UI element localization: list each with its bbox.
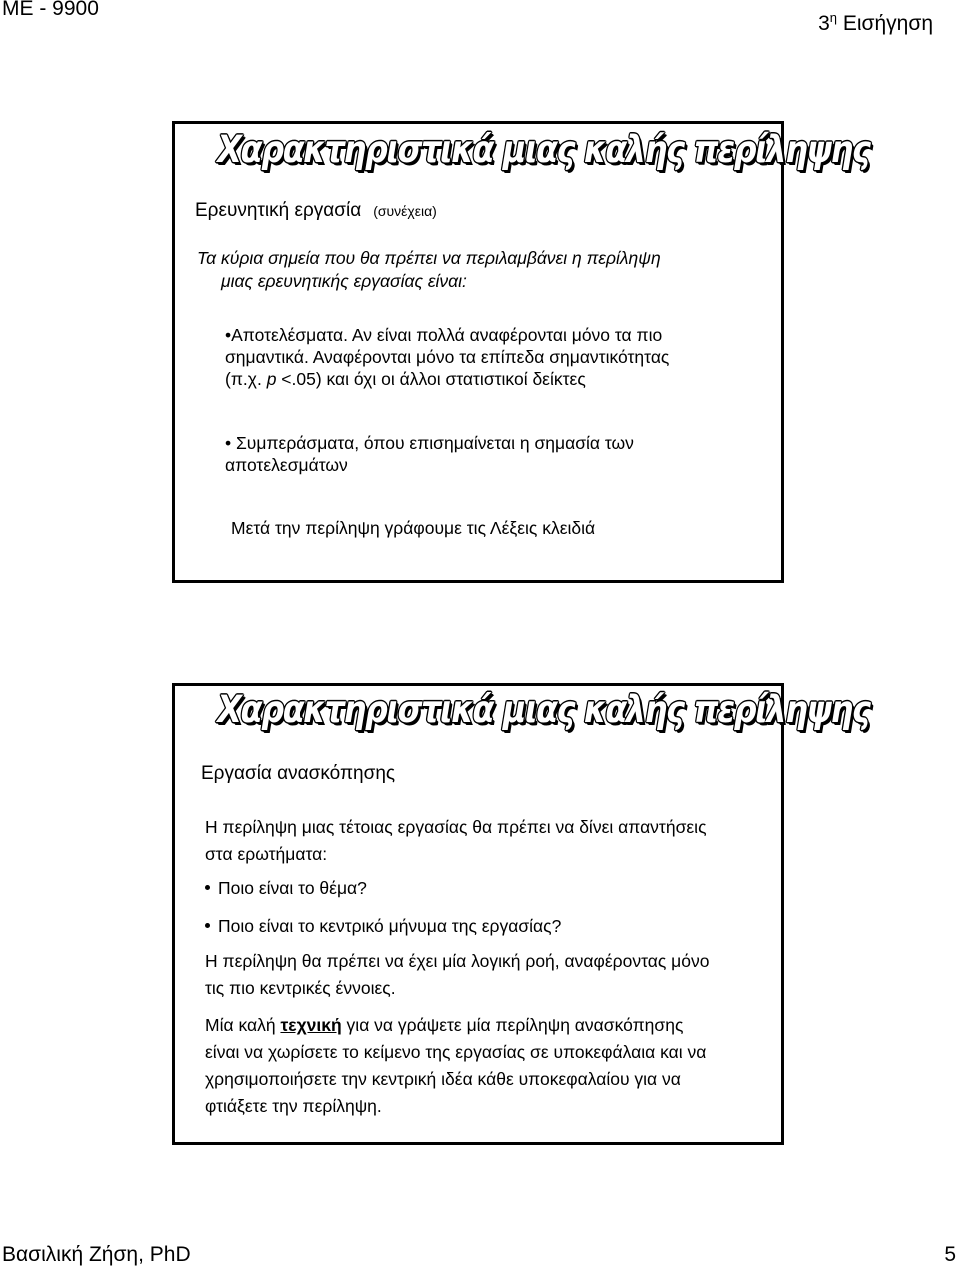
p3-line-1 bbox=[205, 1012, 683, 1039]
p1-line-1: Η περίληψη μιας τέτοιας εργασίας θα πρέπει να δίνει απαντήσεις bbox=[205, 817, 707, 837]
p3-rest: για να γράψετε μία περίληψη ανασκόπησης bbox=[341, 1015, 684, 1035]
p2-line-1: Η περίληψη θα πρέπει να έχει μία λογική ροή, αναφέροντας μόνο bbox=[205, 951, 710, 971]
bullet-conclusions-line-2: αποτελεσμάτων bbox=[225, 455, 348, 475]
p3-line-2: είναι να χωρίσετε το κείμενο της εργασίας σε υποκεφάλαια και να bbox=[205, 1042, 707, 1062]
lecture-label: Εισήγηση bbox=[837, 12, 933, 35]
slide-review-paper bbox=[172, 683, 870, 1145]
example-rest: <.05) και όχι οι άλλοι στατιστικοί δείκτες bbox=[276, 369, 586, 389]
bullet-results-line-3 bbox=[225, 369, 586, 390]
bullet-icon bbox=[205, 923, 210, 928]
question-topic-text: Ποιο είναι το θέμα? bbox=[218, 878, 367, 898]
example-prefix: (π.χ. bbox=[225, 369, 267, 389]
intro-line-2: μιας ερευνητικής εργασίας είναι: bbox=[221, 271, 467, 291]
p-value-symbol: p bbox=[266, 369, 277, 389]
section-heading bbox=[195, 200, 437, 222]
section-title: Ερευνητική εργασία bbox=[195, 200, 362, 221]
question-message bbox=[205, 913, 561, 940]
section-title: Εργασία ανασκόπησης bbox=[201, 763, 396, 784]
footer-author: Βασιλική Ζήση, PhD bbox=[2, 1243, 191, 1266]
p3-line-3: χρησιμοποιήσετε την κεντρική ιδέα κάθε υποκεφαλαίου για να bbox=[205, 1069, 681, 1089]
bullet-icon bbox=[205, 885, 210, 890]
question-topic bbox=[205, 875, 367, 902]
keywords-note: Μετά την περίληψη γράφουμε τις Λέξεις κλειδιά bbox=[231, 518, 596, 538]
p1-line-2: στα ερωτήματα: bbox=[205, 844, 328, 864]
intro-line-1: Τα κύρια σημεία που θα πρέπει να περιλαμβάνει η περίληψη bbox=[197, 248, 661, 268]
lecture-ordinal-suffix: η bbox=[829, 10, 838, 25]
section-note: (συνέχεια) bbox=[373, 203, 437, 219]
slide-title: Χαρακτηριστικά μιας καλής περίληψης bbox=[217, 688, 870, 731]
bullet-results-line-1: •Αποτελέσματα. Αν είναι πολλά αναφέρονται μόνο τα πιο bbox=[225, 325, 663, 345]
slide-title: Χαρακτηριστικά μιας καλής περίληψης bbox=[217, 128, 870, 171]
question-message-text: Ποιο είναι το κεντρικό μήνυμα της εργασίας? bbox=[218, 916, 562, 936]
bullet-results-line-2: σημαντικά. Αναφέρονται μόνο τα επίπεδα σημαντικότητας bbox=[225, 347, 670, 367]
p3-line-4: φτιάξετε την περίληψη. bbox=[205, 1096, 382, 1116]
p3-prefix: Μία καλή bbox=[205, 1015, 281, 1035]
p2-line-2: τις πιο κεντρικές έννοιες. bbox=[205, 978, 396, 998]
footer-page-number: 5 bbox=[944, 1243, 956, 1266]
technique-word: τεχνική bbox=[280, 1015, 342, 1035]
bullet-conclusions-line-1: • Συμπεράσματα, όπου επισημαίνεται η σημασία των bbox=[225, 433, 634, 453]
lecture-number: 3 bbox=[818, 12, 830, 35]
header-course-code: ΜΕ - 9900 bbox=[2, 0, 99, 20]
slide-research-paper bbox=[172, 121, 870, 583]
header-lecture-number bbox=[818, 12, 933, 36]
